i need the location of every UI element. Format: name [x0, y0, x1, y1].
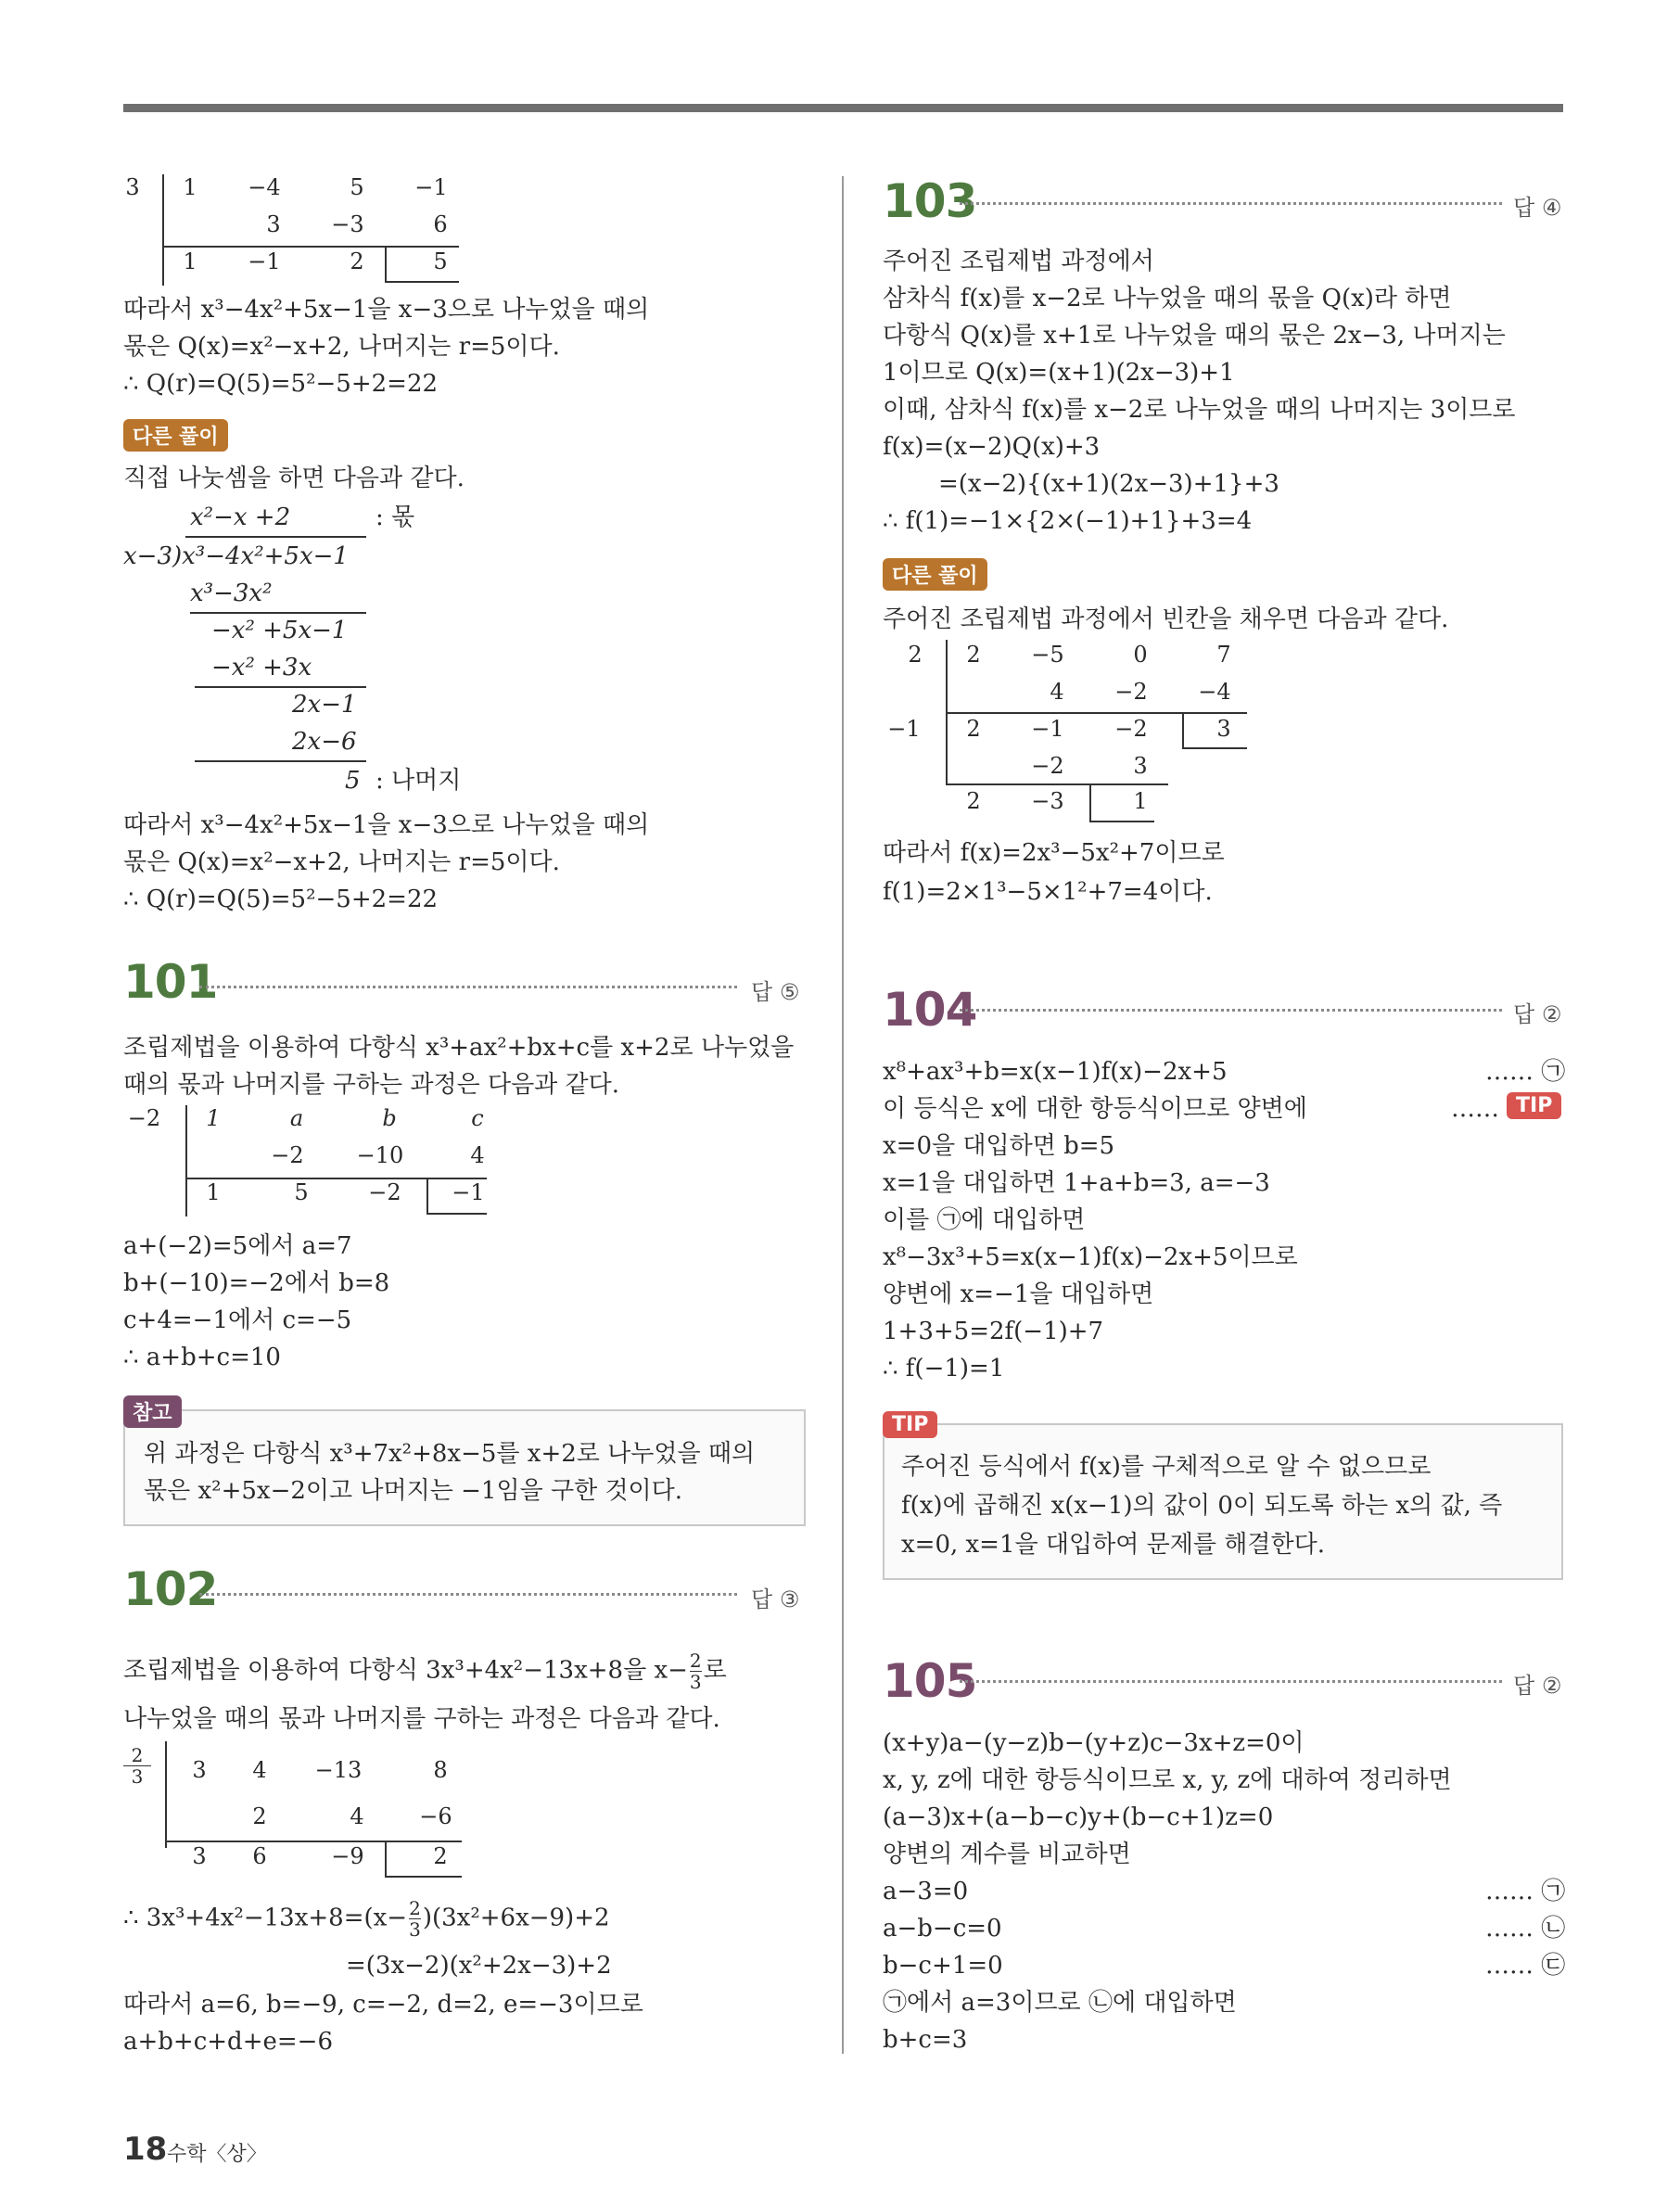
text-line: 직접 나눗셈을 하면 다음과 같다. — [123, 465, 465, 492]
equation-marker: …… ㉠ — [1485, 1878, 1566, 1905]
text-line: ∴ f(−1)=1 — [883, 1355, 1005, 1382]
equation-marker: …… ㉢ — [1485, 1952, 1566, 1980]
text-line: f(1)=2×1³−5×1²+7=4이다. — [883, 878, 1213, 906]
syn-cell: 3 — [266, 211, 281, 237]
text-line: a−b−c=0 — [883, 1915, 1002, 1943]
text-line: 다항식 Q(x)를 x+1로 나누었을 때의 몫은 2x−3, 나머지는 — [883, 322, 1506, 350]
text-line: a+(−2)=5에서 a=7 — [123, 1232, 352, 1260]
text-line: (a−3)x+(a−b−c)y+(b−c+1)z=0 — [883, 1803, 1274, 1831]
text-line: ∴ f(1)=−1×{2×(−1)+1}+3=4 — [883, 507, 1253, 535]
answer-badge: 답 ⑤ — [751, 979, 800, 1005]
text-line: x, y, z에 대한 항등식이므로 x, y, z에 대하여 정리하면 — [883, 1766, 1452, 1794]
tip-tag: TIP — [1507, 1092, 1561, 1119]
fraction: $\frac{2}{3}$ — [409, 1897, 421, 1941]
answer-badge: 답 ④ — [1513, 195, 1562, 221]
syn-remainder: 5 — [433, 248, 448, 274]
answer-badge: 답 ② — [1513, 1001, 1562, 1027]
text-line: 양변에 x=−1을 대입하면 — [883, 1280, 1154, 1308]
syn-cell: 5 — [350, 174, 364, 200]
syn-cell: −1 — [414, 174, 448, 200]
problem-number: 103 — [883, 174, 977, 228]
text-line: x⁸−3x³+5=x(x−1)f(x)−2x+5이므로 — [883, 1243, 1298, 1271]
text-line: x=0을 대입하면 b=5 — [883, 1132, 1115, 1160]
text-line: 몫은 x²+5x−2이고 나머지는 −1임을 구한 것이다. — [144, 1477, 683, 1505]
text-line: 1+3+5=2f(−1)+7 — [883, 1318, 1104, 1345]
syn-cell: 2 — [350, 248, 364, 274]
text-line: 나누었을 때의 몫과 나머지를 구하는 과정은 다음과 같다. — [123, 1705, 720, 1733]
text-line: ∴ Q(r)=Q(5)=5²−5+2=22 — [123, 885, 439, 913]
problem-number: 104 — [883, 983, 977, 1037]
syn-root: 3 — [125, 174, 140, 200]
text-line: 양변의 계수를 비교하면 — [883, 1841, 1131, 1868]
text-line: 조립제법을 이용하여 다항식 3x³+4x²−13x+8을 x− $\frac{2}{3}$ 로 — [123, 1650, 727, 1693]
text-line: (x+y)a−(y−z)b−(y+z)c−3x+z=0이 — [883, 1729, 1305, 1757]
text-line: 이를 ㉠에 대입하면 — [883, 1206, 1086, 1234]
fraction: $\frac{2}{3}$ — [689, 1650, 702, 1693]
text-line: 이 등식은 x에 대한 항등식이므로 양변에 — [883, 1095, 1307, 1123]
alt-solution-tag: 다른 풀이 — [123, 419, 228, 452]
alt-solution-tag: 다른 풀이 — [883, 558, 987, 591]
equation-marker: …… — [1451, 1095, 1499, 1123]
text-line: =(3x−2)(x²+2x−3)+2 — [346, 1952, 612, 1980]
text-line: f(x)에 곱해진 x(x−1)의 값이 0이 되도록 하는 x의 값, 즉 — [901, 1492, 1503, 1520]
equation-marker: …… ㉡ — [1485, 1915, 1566, 1943]
text-line: 몫은 Q(x)=x²−x+2, 나머지는 r=5이다. — [123, 848, 560, 876]
text-line: b+c=3 — [883, 2026, 968, 2054]
text-line: ∴ a+b+c=10 — [123, 1344, 281, 1371]
text-line: 주어진 등식에서 f(x)를 구체적으로 알 수 없으므로 — [901, 1453, 1432, 1481]
syn-cell: −1 — [248, 248, 281, 274]
answer-badge: 답 ③ — [751, 1586, 800, 1612]
tip-box-tag: TIP — [883, 1411, 937, 1438]
text-line: a+b+c+d+e=−6 — [123, 2028, 333, 2056]
text-line: a−3=0 — [883, 1878, 969, 1905]
text-line: x=0, x=1을 대입하여 문제를 해결한다. — [901, 1531, 1325, 1559]
text-line: 삼차식 f(x)를 x−2로 나누었을 때의 몫을 Q(x)라 하면 — [883, 285, 1452, 312]
syn-cell: −4 — [248, 174, 281, 200]
text-line: 따라서 x³−4x²+5x−1을 x−3으로 나누었을 때의 — [123, 296, 650, 324]
text-line: ∴ 3x³+4x²−13x+8=(x− $\frac{2}{3}$ )(3x²+6x−9)+2 — [123, 1897, 610, 1941]
text-line: 1이므로 Q(x)=(x+1)(2x−3)+1 — [883, 359, 1235, 387]
syn-cell: 1 — [183, 174, 197, 200]
text-line: b−c+1=0 — [883, 1952, 1003, 1980]
answer-badge: 답 ② — [1513, 1673, 1562, 1699]
syn-cell: 6 — [433, 211, 448, 237]
text-line: 따라서 f(x)=2x³−5x²+7이므로 — [883, 839, 1225, 867]
syn-cell: −3 — [331, 211, 364, 237]
text-line: =(x−2){(x+1)(2x−3)+1}+3 — [938, 470, 1279, 498]
text-line: 주어진 조립제법 과정에서 — [883, 248, 1154, 275]
text-line: 때의 몫과 나머지를 구하는 과정은 다음과 같다. — [123, 1071, 620, 1099]
note-tag: 참고 — [123, 1395, 182, 1428]
text-line: 위 과정은 다항식 x³+7x²+8x−5를 x+2로 나누었을 때의 — [144, 1440, 756, 1468]
column-divider — [842, 176, 844, 2054]
problem-number: 105 — [883, 1654, 977, 1708]
problem-number: 101 — [123, 955, 218, 1009]
text-line: 이때, 삼차식 f(x)를 x−2로 나누었을 때의 나머지는 3이므로 — [883, 396, 1516, 424]
equation-marker: …… ㉠ — [1485, 1058, 1566, 1086]
text-line: b+(−10)=−2에서 b=8 — [123, 1269, 390, 1297]
text-line: ㉠에서 a=3이므로 ㉡에 대입하면 — [883, 1989, 1237, 2017]
book-title: 수학〈상〉 — [167, 2143, 267, 2166]
text-line: ∴ Q(r)=Q(5)=5²−5+2=22 — [123, 370, 439, 398]
text-line: 조립제법을 이용하여 다항식 x³+ax²+bx+c를 x+2로 나누었을 — [123, 1034, 795, 1062]
page-number: 18 — [123, 2131, 168, 2168]
text-line: c+4=−1에서 c=−5 — [123, 1306, 352, 1334]
text-line: f(x)=(x−2)Q(x)+3 — [883, 433, 1101, 461]
text-line: 따라서 x³−4x²+5x−1을 x−3으로 나누었을 때의 — [123, 811, 650, 839]
problem-number: 102 — [123, 1562, 218, 1616]
top-rule — [123, 104, 1563, 112]
text-line: 따라서 a=6, b=−9, c=−2, d=2, e=−3이므로 — [123, 1991, 643, 2019]
text-line: x=1을 대입하면 1+a+b=3, a=−3 — [883, 1169, 1270, 1197]
text-line: x⁸+ax³+b=x(x−1)f(x)−2x+5 — [883, 1058, 1228, 1086]
text-line: 몫은 Q(x)=x²−x+2, 나머지는 r=5이다. — [123, 333, 560, 361]
text-line: 주어진 조립제법 과정에서 빈칸을 채우면 다음과 같다. — [883, 605, 1449, 633]
syn-cell: 1 — [183, 248, 197, 274]
